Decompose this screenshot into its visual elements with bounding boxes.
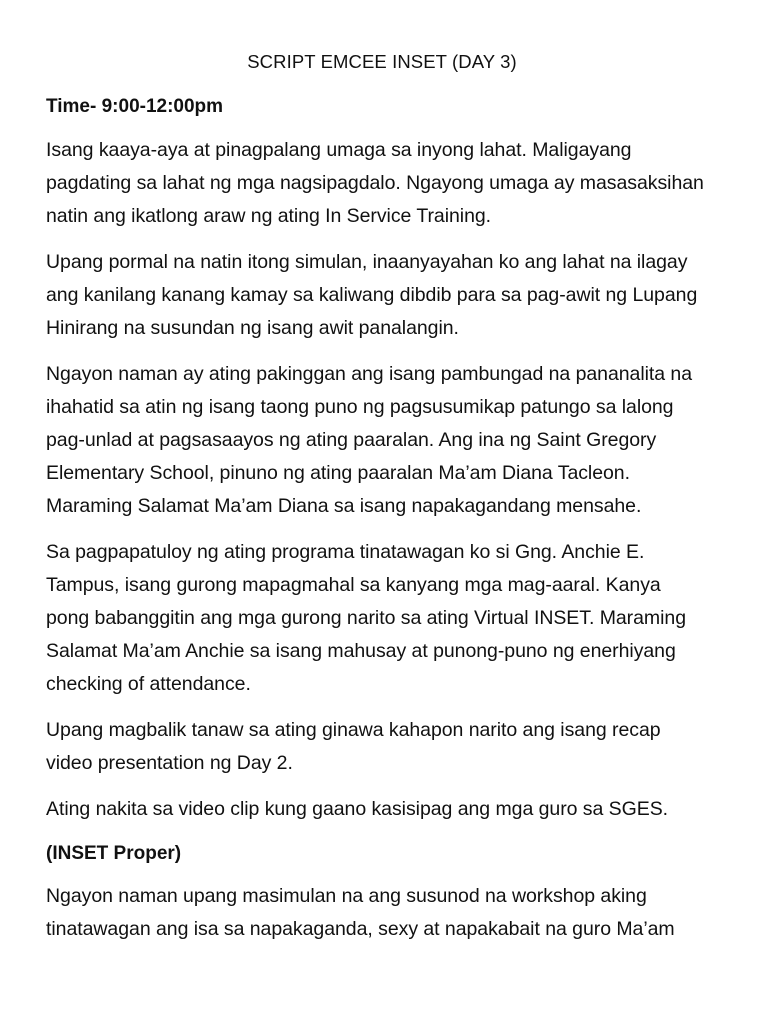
section-heading: (INSET Proper)	[46, 843, 182, 864]
paragraph-opening-remarks: Ngayon naman ay ating pakinggan ang isang pambungad na pananalita na ihahatid sa atin ng isang taong puno ng pagsusumikap patungo sa lalong pag-unlad at pagsasaayos ng ating paaralan. Ang ina ng Saint Gregory Elementary School, pinuno ng ating paaralan Ma’am Diana Tacleon. Maraming Salamat Ma’am Diana sa isang napakagandang mensahe.	[46, 363, 693, 517]
paragraph-video-reflection: Ating nakita sa video clip kung gaano kasisipag ang mga guro sa SGES.	[46, 798, 669, 820]
paragraph-recap-video: Upang magbalik tanaw sa ating ginawa kahapon narito ang isang recap video presentation ng Day 2.	[46, 719, 661, 774]
paragraph-attendance: Sa pagpapatuloy ng ating programa tinatawagan ko si Gng. Anchie E. Tampus, isang gurong mapagmahal sa kanyang mga mag-aaral. Kanya pong babanggitin ang mga gurong narito sa ating Virtual INSET. Maraming Salamat Ma’am Anchie sa isang mahusay at punong-puno ng enerhiyang checking of attendance.	[46, 541, 686, 695]
paragraph-workshop-intro: Ngayon naman upang masimulan na ang susunod na workshop aking tinatawagan ang isa sa napakaganda, sexy at napakabait na guro Ma’am	[46, 885, 675, 940]
paragraph-national-anthem: Upang pormal na natin itong simulan, inaanyayahan ko ang lahat na ilagay ang kanilang kanang kamay sa kaliwang dibdib para sa pag-awit ng Lupang Hinirang na susundan ng isang awit panalangin.	[46, 251, 698, 339]
paragraph-welcome: Isang kaaya-aya at pinagpalang umaga sa inyong lahat. Maligayang pagdating sa lahat ng mga nagsipagdalo. Ngayong umaga ay masasaksihan natin ang ikatlong araw ng ating In Service Training.	[46, 139, 704, 227]
document-title: SCRIPT EMCEE INSET (DAY 3)	[247, 51, 517, 72]
schedule-time: Time- 9:00-12:00pm	[46, 96, 224, 117]
